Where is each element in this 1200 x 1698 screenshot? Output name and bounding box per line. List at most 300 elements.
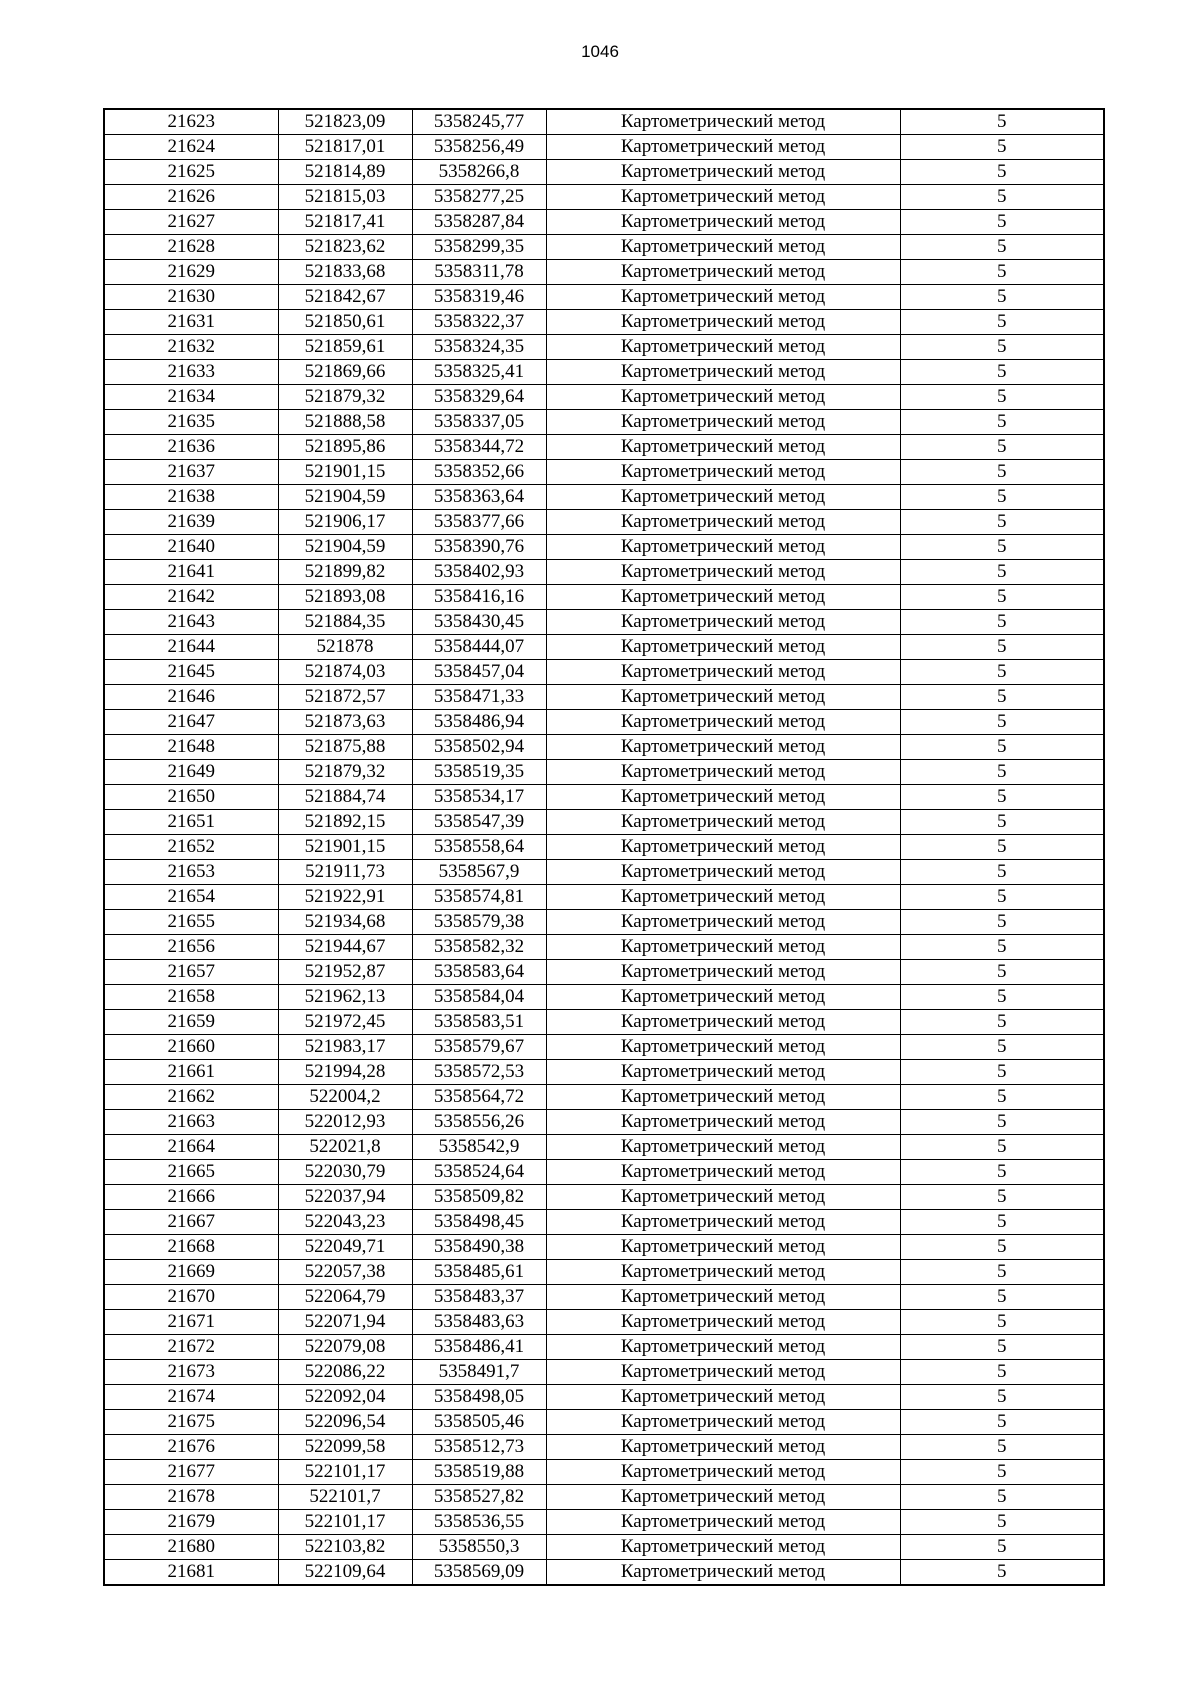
accuracy-cell: 5 (900, 1410, 1104, 1435)
y-coordinate-cell: 5358534,17 (412, 785, 546, 810)
y-coordinate-cell: 5358430,45 (412, 610, 546, 635)
method-cell: Картометрический метод (546, 410, 900, 435)
y-coordinate-cell: 5358519,88 (412, 1460, 546, 1485)
table-row (104, 1135, 1104, 1160)
y-coordinate-cell: 5358483,37 (412, 1285, 546, 1310)
table-row (104, 1210, 1104, 1235)
y-coordinate-cell: 5358344,72 (412, 435, 546, 460)
table-row (104, 1010, 1104, 1035)
table-row (104, 1160, 1104, 1185)
table-row (104, 860, 1104, 885)
y-coordinate-cell: 5358558,64 (412, 835, 546, 860)
x-coordinate-cell: 521859,61 (278, 335, 412, 360)
x-coordinate-cell: 522096,54 (278, 1410, 412, 1435)
x-coordinate-cell: 521879,32 (278, 760, 412, 785)
accuracy-cell: 5 (900, 1110, 1104, 1135)
table-row (104, 1460, 1104, 1485)
accuracy-cell: 5 (900, 1310, 1104, 1335)
point-number-cell: 21641 (104, 560, 278, 585)
x-coordinate-cell: 521893,08 (278, 585, 412, 610)
point-number-cell: 21671 (104, 1310, 278, 1335)
point-number-cell: 21663 (104, 1110, 278, 1135)
x-coordinate-cell: 522101,17 (278, 1460, 412, 1485)
y-coordinate-cell: 5358491,7 (412, 1360, 546, 1385)
y-coordinate-cell: 5358299,35 (412, 235, 546, 260)
y-coordinate-cell: 5358471,33 (412, 685, 546, 710)
method-cell: Картометрический метод (546, 1360, 900, 1385)
y-coordinate-cell: 5358547,39 (412, 810, 546, 835)
point-number-cell: 21633 (104, 360, 278, 385)
y-coordinate-cell: 5358402,93 (412, 560, 546, 585)
x-coordinate-cell: 522021,8 (278, 1135, 412, 1160)
y-coordinate-cell: 5358572,53 (412, 1060, 546, 1085)
point-number-cell: 21626 (104, 185, 278, 210)
y-coordinate-cell: 5358266,8 (412, 160, 546, 185)
method-cell: Картометрический метод (546, 210, 900, 235)
x-coordinate-cell: 521952,87 (278, 960, 412, 985)
point-number-cell: 21646 (104, 685, 278, 710)
x-coordinate-cell: 521994,28 (278, 1060, 412, 1085)
x-coordinate-cell: 522037,94 (278, 1185, 412, 1210)
point-number-cell: 21636 (104, 435, 278, 460)
method-cell: Картометрический метод (546, 385, 900, 410)
method-cell: Картометрический метод (546, 1485, 900, 1510)
point-number-cell: 21679 (104, 1510, 278, 1535)
accuracy-cell: 5 (900, 685, 1104, 710)
y-coordinate-cell: 5358319,46 (412, 285, 546, 310)
accuracy-cell: 5 (900, 635, 1104, 660)
accuracy-cell: 5 (900, 1335, 1104, 1360)
point-number-cell: 21664 (104, 1135, 278, 1160)
point-number-cell: 21680 (104, 1535, 278, 1560)
method-cell: Картометрический метод (546, 360, 900, 385)
point-number-cell: 21627 (104, 210, 278, 235)
y-coordinate-cell: 5358567,9 (412, 860, 546, 885)
y-coordinate-cell: 5358579,67 (412, 1035, 546, 1060)
point-number-cell: 21653 (104, 860, 278, 885)
table-row (104, 1385, 1104, 1410)
accuracy-cell: 5 (900, 460, 1104, 485)
y-coordinate-cell: 5358498,05 (412, 1385, 546, 1410)
y-coordinate-cell: 5358574,81 (412, 885, 546, 910)
y-coordinate-cell: 5358256,49 (412, 135, 546, 160)
point-number-cell: 21667 (104, 1210, 278, 1235)
table-row (104, 160, 1104, 185)
y-coordinate-cell: 5358277,25 (412, 185, 546, 210)
point-number-cell: 21624 (104, 135, 278, 160)
method-cell: Картометрический метод (546, 1235, 900, 1260)
y-coordinate-cell: 5358512,73 (412, 1435, 546, 1460)
table-row (104, 535, 1104, 560)
method-cell: Картометрический метод (546, 760, 900, 785)
x-coordinate-cell: 521904,59 (278, 485, 412, 510)
accuracy-cell: 5 (900, 935, 1104, 960)
method-cell: Картометрический метод (546, 1110, 900, 1135)
x-coordinate-cell: 522049,71 (278, 1235, 412, 1260)
y-coordinate-cell: 5358363,64 (412, 485, 546, 510)
y-coordinate-cell: 5358519,35 (412, 760, 546, 785)
method-cell: Картометрический метод (546, 860, 900, 885)
x-coordinate-cell: 521878 (278, 635, 412, 660)
accuracy-cell: 5 (900, 1460, 1104, 1485)
accuracy-cell: 5 (900, 1260, 1104, 1285)
method-cell: Картометрический метод (546, 635, 900, 660)
y-coordinate-cell: 5358377,66 (412, 510, 546, 535)
table-row (104, 435, 1104, 460)
table-row (104, 1510, 1104, 1535)
accuracy-cell: 5 (900, 1535, 1104, 1560)
y-coordinate-cell: 5358564,72 (412, 1085, 546, 1110)
x-coordinate-cell: 521888,58 (278, 410, 412, 435)
y-coordinate-cell: 5358324,35 (412, 335, 546, 360)
x-coordinate-cell: 522071,94 (278, 1310, 412, 1335)
accuracy-cell: 5 (900, 485, 1104, 510)
point-number-cell: 21672 (104, 1335, 278, 1360)
accuracy-cell: 5 (900, 510, 1104, 535)
y-coordinate-cell: 5358490,38 (412, 1235, 546, 1260)
table-row (104, 585, 1104, 610)
point-number-cell: 21634 (104, 385, 278, 410)
x-coordinate-cell: 522004,2 (278, 1085, 412, 1110)
table-row (104, 210, 1104, 235)
x-coordinate-cell: 521901,15 (278, 460, 412, 485)
accuracy-cell: 5 (900, 135, 1104, 160)
accuracy-cell: 5 (900, 335, 1104, 360)
point-number-cell: 21677 (104, 1460, 278, 1485)
method-cell: Картометрический метод (546, 660, 900, 685)
x-coordinate-cell: 522064,79 (278, 1285, 412, 1310)
accuracy-cell: 5 (900, 1510, 1104, 1535)
table-row (104, 1085, 1104, 1110)
y-coordinate-cell: 5358524,64 (412, 1160, 546, 1185)
point-number-cell: 21656 (104, 935, 278, 960)
x-coordinate-cell: 521814,89 (278, 160, 412, 185)
table-row (104, 1535, 1104, 1560)
accuracy-cell: 5 (900, 1135, 1104, 1160)
point-number-cell: 21659 (104, 1010, 278, 1035)
accuracy-cell: 5 (900, 1060, 1104, 1085)
x-coordinate-cell: 522099,58 (278, 1435, 412, 1460)
method-cell: Картометрический метод (546, 1435, 900, 1460)
x-coordinate-cell: 521983,17 (278, 1035, 412, 1060)
point-number-cell: 21678 (104, 1485, 278, 1510)
point-number-cell: 21645 (104, 660, 278, 685)
accuracy-cell: 5 (900, 1035, 1104, 1060)
method-cell: Картометрический метод (546, 710, 900, 735)
point-number-cell: 21650 (104, 785, 278, 810)
accuracy-cell: 5 (900, 560, 1104, 585)
table-row (104, 485, 1104, 510)
method-cell: Картометрический метод (546, 109, 900, 135)
method-cell: Картометрический метод (546, 685, 900, 710)
y-coordinate-cell: 5358582,32 (412, 935, 546, 960)
point-number-cell: 21666 (104, 1185, 278, 1210)
y-coordinate-cell: 5358509,82 (412, 1185, 546, 1210)
table-row (104, 1310, 1104, 1335)
x-coordinate-cell: 522043,23 (278, 1210, 412, 1235)
accuracy-cell: 5 (900, 385, 1104, 410)
method-cell: Картометрический метод (546, 610, 900, 635)
x-coordinate-cell: 521823,09 (278, 109, 412, 135)
x-coordinate-cell: 522086,22 (278, 1360, 412, 1385)
accuracy-cell: 5 (900, 435, 1104, 460)
table-row (104, 960, 1104, 985)
point-number-cell: 21640 (104, 535, 278, 560)
x-coordinate-cell: 521879,32 (278, 385, 412, 410)
table-row (104, 1410, 1104, 1435)
accuracy-cell: 5 (900, 1160, 1104, 1185)
x-coordinate-cell: 521850,61 (278, 310, 412, 335)
table-row (104, 710, 1104, 735)
accuracy-cell: 5 (900, 660, 1104, 685)
method-cell: Картометрический метод (546, 1310, 900, 1335)
y-coordinate-cell: 5358483,63 (412, 1310, 546, 1335)
table-row (104, 460, 1104, 485)
method-cell: Картометрический метод (546, 1510, 900, 1535)
table-row (104, 835, 1104, 860)
point-number-cell: 21642 (104, 585, 278, 610)
accuracy-cell: 5 (900, 1185, 1104, 1210)
table-row (104, 235, 1104, 260)
table-row (104, 135, 1104, 160)
accuracy-cell: 5 (900, 410, 1104, 435)
y-coordinate-cell: 5358556,26 (412, 1110, 546, 1135)
point-number-cell: 21668 (104, 1235, 278, 1260)
accuracy-cell: 5 (900, 885, 1104, 910)
table-row (104, 660, 1104, 685)
method-cell: Картометрический метод (546, 785, 900, 810)
accuracy-cell: 5 (900, 109, 1104, 135)
method-cell: Картометрический метод (546, 135, 900, 160)
accuracy-cell: 5 (900, 210, 1104, 235)
point-number-cell: 21643 (104, 610, 278, 635)
x-coordinate-cell: 521972,45 (278, 1010, 412, 1035)
y-coordinate-cell: 5358550,3 (412, 1535, 546, 1560)
method-cell: Картометрический метод (546, 260, 900, 285)
table-row (104, 560, 1104, 585)
table-row (104, 310, 1104, 335)
method-cell: Картометрический метод (546, 235, 900, 260)
point-number-cell: 21669 (104, 1260, 278, 1285)
table-row (104, 410, 1104, 435)
y-coordinate-cell: 5358444,07 (412, 635, 546, 660)
table-row (104, 1335, 1104, 1360)
table-row (104, 1260, 1104, 1285)
method-cell: Картометрический метод (546, 1060, 900, 1085)
accuracy-cell: 5 (900, 285, 1104, 310)
y-coordinate-cell: 5358536,55 (412, 1510, 546, 1535)
point-number-cell: 21629 (104, 260, 278, 285)
point-number-cell: 21638 (104, 485, 278, 510)
x-coordinate-cell: 521873,63 (278, 710, 412, 735)
accuracy-cell: 5 (900, 535, 1104, 560)
method-cell: Картометрический метод (546, 1035, 900, 1060)
method-cell: Картометрический метод (546, 1260, 900, 1285)
point-number-cell: 21639 (104, 510, 278, 535)
y-coordinate-cell: 5358569,09 (412, 1560, 546, 1586)
point-number-cell: 21644 (104, 635, 278, 660)
method-cell: Картометрический метод (546, 435, 900, 460)
table-row (104, 810, 1104, 835)
accuracy-cell: 5 (900, 360, 1104, 385)
y-coordinate-cell: 5358584,04 (412, 985, 546, 1010)
x-coordinate-cell: 521934,68 (278, 910, 412, 935)
point-number-cell: 21635 (104, 410, 278, 435)
accuracy-cell: 5 (900, 735, 1104, 760)
table-row (104, 985, 1104, 1010)
point-number-cell: 21655 (104, 910, 278, 935)
y-coordinate-cell: 5358485,61 (412, 1260, 546, 1285)
method-cell: Картометрический метод (546, 560, 900, 585)
table-row (104, 1360, 1104, 1385)
x-coordinate-cell: 521944,67 (278, 935, 412, 960)
x-coordinate-cell: 522109,64 (278, 1560, 412, 1586)
accuracy-cell: 5 (900, 810, 1104, 835)
accuracy-cell: 5 (900, 960, 1104, 985)
method-cell: Картометрический метод (546, 335, 900, 360)
point-number-cell: 21660 (104, 1035, 278, 1060)
accuracy-cell: 5 (900, 1285, 1104, 1310)
x-coordinate-cell: 521817,41 (278, 210, 412, 235)
accuracy-cell: 5 (900, 310, 1104, 335)
table-row (104, 610, 1104, 635)
method-cell: Картометрический метод (546, 1560, 900, 1586)
x-coordinate-cell: 522101,17 (278, 1510, 412, 1535)
method-cell: Картометрический метод (546, 985, 900, 1010)
accuracy-cell: 5 (900, 160, 1104, 185)
point-number-cell: 21654 (104, 885, 278, 910)
table-row (104, 185, 1104, 210)
accuracy-cell: 5 (900, 910, 1104, 935)
point-number-cell: 21647 (104, 710, 278, 735)
method-cell: Картометрический метод (546, 1335, 900, 1360)
table-row (104, 1235, 1104, 1260)
accuracy-cell: 5 (900, 760, 1104, 785)
y-coordinate-cell: 5358287,84 (412, 210, 546, 235)
point-number-cell: 21670 (104, 1285, 278, 1310)
x-coordinate-cell: 521817,01 (278, 135, 412, 160)
x-coordinate-cell: 521884,35 (278, 610, 412, 635)
accuracy-cell: 5 (900, 185, 1104, 210)
accuracy-cell: 5 (900, 1235, 1104, 1260)
table-row (104, 335, 1104, 360)
y-coordinate-cell: 5358337,05 (412, 410, 546, 435)
table-row (104, 1285, 1104, 1310)
x-coordinate-cell: 521892,15 (278, 810, 412, 835)
table-row (104, 1110, 1104, 1135)
accuracy-cell: 5 (900, 235, 1104, 260)
point-number-cell: 21648 (104, 735, 278, 760)
accuracy-cell: 5 (900, 1485, 1104, 1510)
table-row (104, 735, 1104, 760)
y-coordinate-cell: 5358416,16 (412, 585, 546, 610)
accuracy-cell: 5 (900, 785, 1104, 810)
x-coordinate-cell: 521899,82 (278, 560, 412, 585)
accuracy-cell: 5 (900, 1435, 1104, 1460)
x-coordinate-cell: 522012,93 (278, 1110, 412, 1135)
accuracy-cell: 5 (900, 1210, 1104, 1235)
y-coordinate-cell: 5358486,94 (412, 710, 546, 735)
x-coordinate-cell: 521833,68 (278, 260, 412, 285)
table-row (104, 910, 1104, 935)
point-number-cell: 21681 (104, 1560, 278, 1586)
x-coordinate-cell: 521904,59 (278, 535, 412, 560)
point-number-cell: 21658 (104, 985, 278, 1010)
table-row (104, 885, 1104, 910)
method-cell: Картометрический метод (546, 185, 900, 210)
accuracy-cell: 5 (900, 1360, 1104, 1385)
x-coordinate-cell: 521911,73 (278, 860, 412, 885)
x-coordinate-cell: 522092,04 (278, 1385, 412, 1410)
y-coordinate-cell: 5358583,64 (412, 960, 546, 985)
method-cell: Картометрический метод (546, 810, 900, 835)
accuracy-cell: 5 (900, 1085, 1104, 1110)
table-row (104, 635, 1104, 660)
y-coordinate-cell: 5358390,76 (412, 535, 546, 560)
method-cell: Картометрический метод (546, 535, 900, 560)
table-row (104, 285, 1104, 310)
method-cell: Картометрический метод (546, 160, 900, 185)
table-row (104, 1485, 1104, 1510)
point-number-cell: 21676 (104, 1435, 278, 1460)
table-row (104, 360, 1104, 385)
y-coordinate-cell: 5358245,77 (412, 109, 546, 135)
method-cell: Картометрический метод (546, 1460, 900, 1485)
y-coordinate-cell: 5358579,38 (412, 910, 546, 935)
x-coordinate-cell: 521869,66 (278, 360, 412, 385)
table-row (104, 1035, 1104, 1060)
coordinates-table-body (104, 109, 1104, 1585)
x-coordinate-cell: 521823,62 (278, 235, 412, 260)
point-number-cell: 21652 (104, 835, 278, 860)
y-coordinate-cell: 5358542,9 (412, 1135, 546, 1160)
table-row (104, 510, 1104, 535)
x-coordinate-cell: 521875,88 (278, 735, 412, 760)
method-cell: Картометрический метод (546, 485, 900, 510)
table-row (104, 935, 1104, 960)
table-row (104, 385, 1104, 410)
point-number-cell: 21632 (104, 335, 278, 360)
y-coordinate-cell: 5358486,41 (412, 1335, 546, 1360)
table-row (104, 1560, 1104, 1586)
point-number-cell: 21674 (104, 1385, 278, 1410)
method-cell: Картометрический метод (546, 1285, 900, 1310)
method-cell: Картометрический метод (546, 885, 900, 910)
point-number-cell: 21630 (104, 285, 278, 310)
y-coordinate-cell: 5358325,41 (412, 360, 546, 385)
x-coordinate-cell: 522103,82 (278, 1535, 412, 1560)
x-coordinate-cell: 521962,13 (278, 985, 412, 1010)
accuracy-cell: 5 (900, 710, 1104, 735)
page-number: 1046 (581, 42, 619, 61)
accuracy-cell: 5 (900, 1385, 1104, 1410)
table-row (104, 760, 1104, 785)
point-number-cell: 21628 (104, 235, 278, 260)
x-coordinate-cell: 521874,03 (278, 660, 412, 685)
x-coordinate-cell: 521842,67 (278, 285, 412, 310)
method-cell: Картометрический метод (546, 960, 900, 985)
y-coordinate-cell: 5358329,64 (412, 385, 546, 410)
accuracy-cell: 5 (900, 835, 1104, 860)
method-cell: Картометрический метод (546, 510, 900, 535)
point-number-cell: 21673 (104, 1360, 278, 1385)
y-coordinate-cell: 5358502,94 (412, 735, 546, 760)
table-row (104, 1185, 1104, 1210)
method-cell: Картометрический метод (546, 460, 900, 485)
method-cell: Картометрический метод (546, 285, 900, 310)
x-coordinate-cell: 521906,17 (278, 510, 412, 535)
x-coordinate-cell: 521872,57 (278, 685, 412, 710)
